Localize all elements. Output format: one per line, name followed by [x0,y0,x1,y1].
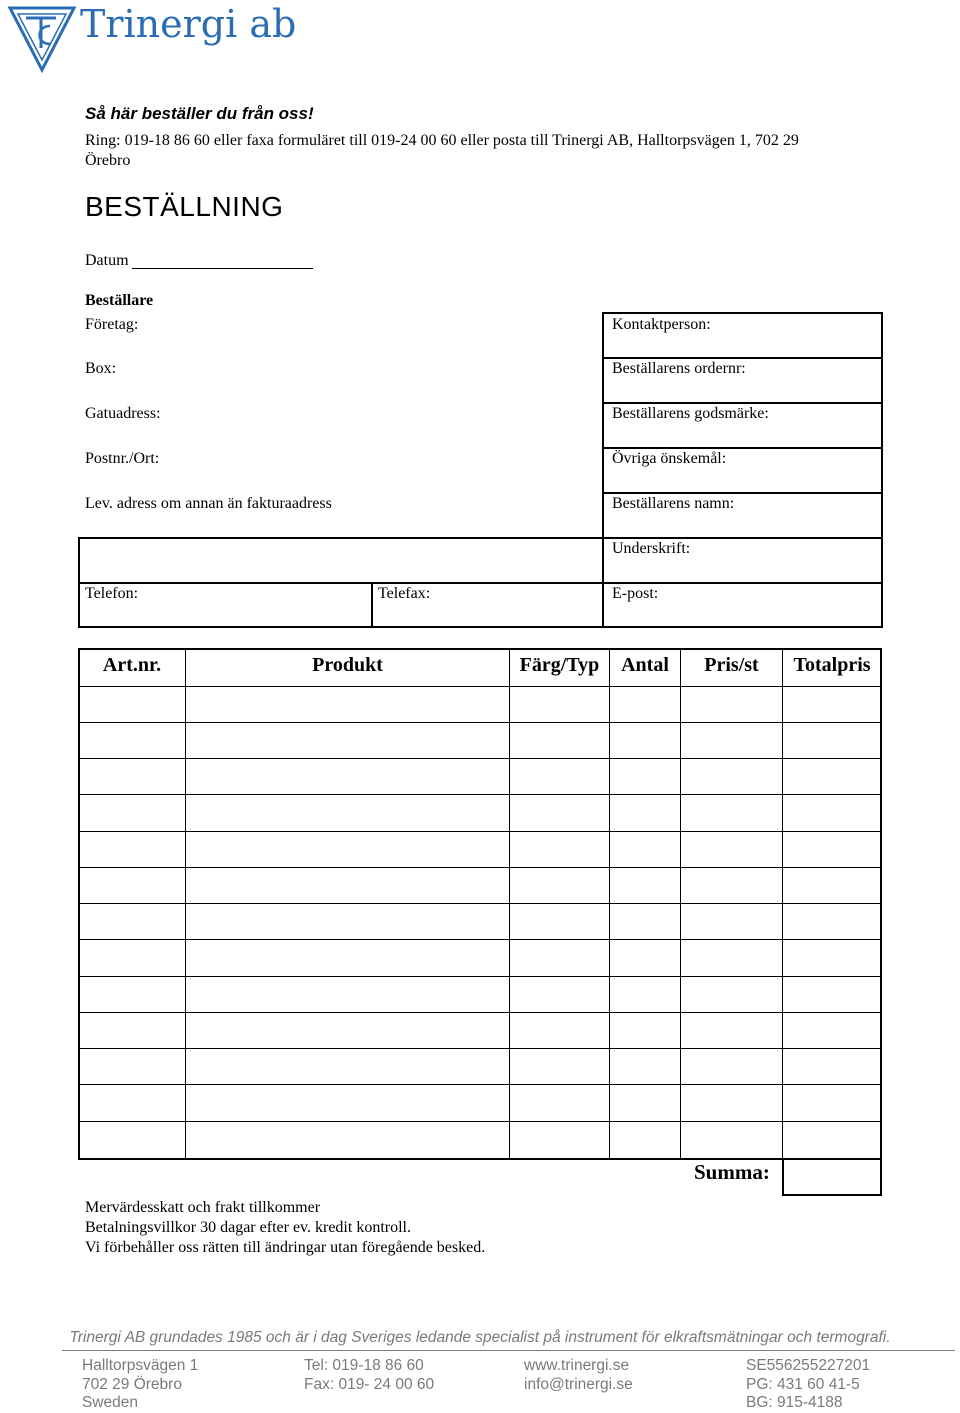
footer-vat-number: SE556255227201 [746,1357,871,1374]
form-divider [602,312,604,628]
bestallare-heading: Beställare [85,292,154,309]
godsmarke-label: Beställarens godsmärke: [612,405,769,422]
intro-text-line2: Örebro [85,152,131,169]
col-header-artnr: Art.nr. [102,654,162,676]
company-logo-name: Trinergi ab [80,2,297,46]
table-row [78,794,881,795]
form-left-border [78,537,80,628]
table-row [78,1048,881,1049]
form-right-border [881,312,883,628]
row-sep [602,357,883,359]
footer-bg-number: BG: 915-4188 [746,1394,843,1411]
summa-label: Summa: [694,1160,770,1184]
lev-adress-label: Lev. adress om annan än fakturaadress [85,495,332,512]
intro-heading: Så här beställer du från oss! [85,104,314,123]
footer-divider [62,1350,955,1351]
table-row [78,867,881,868]
note-line: Vi förbehåller oss rätten till ändringar utan föregående besked. [85,1239,486,1256]
table-row [78,1121,881,1122]
logo-emblem-icon [6,4,78,74]
row-sep [602,492,883,494]
note-line: Betalningsvillkor 30 dagar efter ev. kredit kontroll. [85,1219,411,1236]
footer-fax-line: Fax: 019- 24 00 60 [304,1375,435,1393]
footer-phone [304,1357,434,1394]
telefon-telefax-divider [371,582,373,628]
col-header-farg-typ: Färg/Typ [519,654,600,676]
telefon-label: Telefon: [85,585,139,602]
table-row [78,722,881,723]
table-row [78,1012,881,1013]
table-row [78,939,881,940]
footer-tagline: Trinergi AB grundades 1985 och är i dag Sveriges ledande specialist på instrument för elkraftsmätningar och termografi. [69,1329,891,1346]
epost-label: E-post: [612,585,659,602]
footer-web [524,1357,633,1394]
datum-label: Datum [85,252,129,269]
kontaktperson-label: Kontaktperson: [612,316,711,333]
summa-box-right [880,1158,882,1196]
datum-field-line[interactable] [132,268,313,269]
footer-phone-line: Tel: 019-18 86 60 [304,1357,424,1374]
col-header-totalpris: Totalpris [793,654,871,676]
intro-text [85,131,885,171]
footer-pg-number: PG: 431 60 41-5 [746,1375,860,1393]
ordernr-label: Beställarens ordernr: [612,360,746,377]
terms-notes [85,1198,485,1258]
row-sep [78,582,883,584]
summa-box-bottom [782,1194,882,1196]
summa-box-left [782,1158,784,1196]
row-sep [602,447,883,449]
row-sep [602,402,883,404]
footer-ids [746,1357,870,1413]
col-header-produkt: Produkt [312,654,383,676]
row-sep [78,537,883,539]
note-line: Mervärdesskatt och frakt tillkommer [85,1199,321,1216]
form-top-border [602,312,883,314]
intro-text-line1: Ring: 019-18 86 60 eller faxa formuläret till 019-24 00 60 eller posta till Trinergi AB, Halltorpsvägen 1, 702 29 [85,132,799,149]
ovriga-label: Övriga önskemål: [612,450,727,467]
table-header-sep [78,686,881,687]
footer-address-line: 702 29 Örebro [82,1375,182,1393]
table-top-border [78,648,882,650]
footer-email-link[interactable]: info@trinergi.se [524,1375,633,1393]
col-header-pris-st: Pris/st [704,654,759,676]
postnr-ort-label: Postnr./Ort: [85,450,160,467]
col-header-antal: Antal [621,654,669,676]
table-row [78,903,881,904]
underskrift-label: Underskrift: [612,540,691,557]
table-row [78,1084,881,1085]
table-row [78,831,881,832]
footer-website-link[interactable]: www.trinergi.se [524,1357,630,1374]
namn-label: Beställarens namn: [612,495,735,512]
page-title: BESTÄLLNING [85,191,284,222]
table-row [78,758,881,759]
company-logo [6,4,78,74]
footer-address [82,1357,198,1413]
telefax-label: Telefax: [378,585,431,602]
foretag-label: Företag: [85,316,139,333]
footer-address-line: Sweden [82,1394,139,1411]
box-label: Box: [85,360,117,377]
table-row [78,976,881,977]
form-bottom-border [78,626,883,628]
footer-address-line: Halltorpsvägen 1 [82,1357,199,1374]
gatuadress-label: Gatuadress: [85,405,161,422]
